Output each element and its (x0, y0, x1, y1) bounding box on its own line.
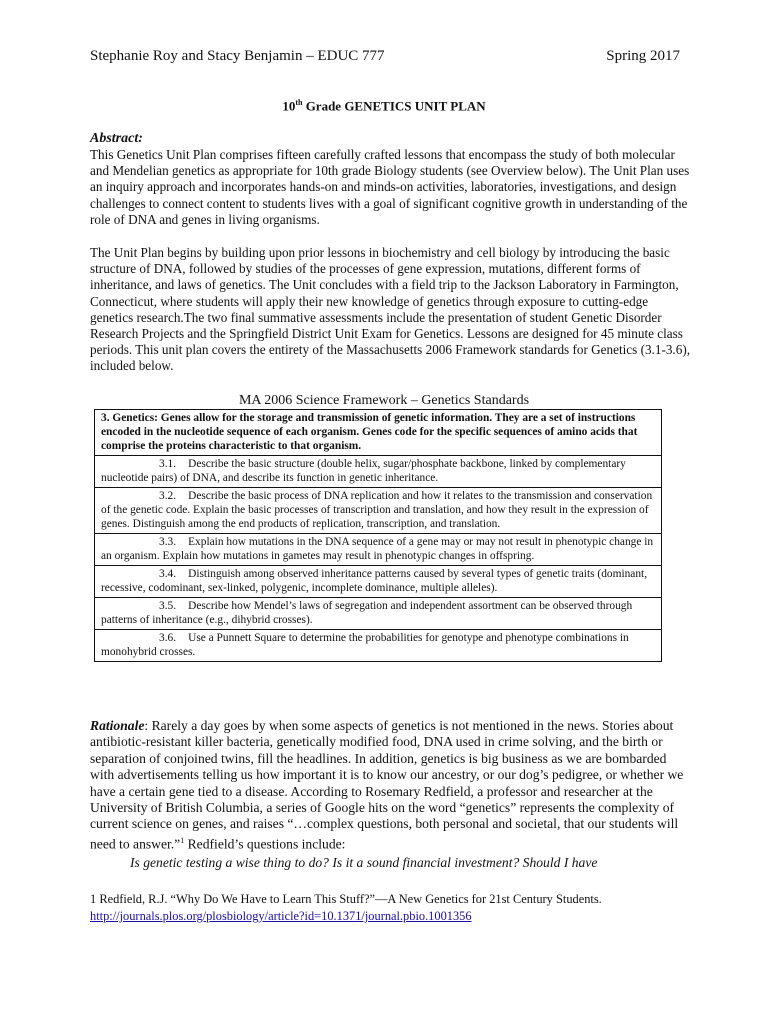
standard-row (95, 566, 662, 598)
footnote-text: Redfield, R.J. “Why Do We Have to Learn This Stuff?”—A New Genetics for 21st Century Students. (99, 892, 602, 906)
standard-number: 3.6. (159, 632, 177, 644)
standard-row (95, 598, 662, 630)
redfield-question: Is genetic testing a wise thing to do? Is it a sound financial investment? Should I have (130, 855, 598, 870)
abstract-label: Abstract (90, 131, 139, 146)
footnote-reference[interactable]: 1 (180, 835, 185, 845)
title-text: Grade GENETICS UNIT PLAN (302, 98, 486, 114)
abstract-paragraph-1: This Genetics Unit Plan comprises fifteen carefully crafted lessons that encompass the study of both molecular and Mendelian genetics as appropriate for 10th grade Biology students (see Overview below). The Unit Plan uses an inquiry approach and incorporates hands-on and minds-on activities, laboratories, investigations, and design challenges to connect content to students lives with a goal of significant cognitive growth in understanding of the role of DNA and genes in living organisms. (90, 147, 690, 227)
standard-number: 3.1. (159, 458, 177, 470)
abstract-colon: : (138, 131, 143, 146)
abstract-heading (90, 131, 143, 147)
standard-text: Describe the basic process of DNA replication and how it relates to the transmission and conservation of the genetic code. Explain the basic processes of transcription and translation, and how they result in the expression of genes. Distinguish among the end products of replication, transcription, and translation. (101, 490, 653, 530)
standard-text: Use a Punnett Square to determine the probabilities for genotype and phenotype combinations in monohybrid crosses. (101, 632, 629, 658)
standards-table-caption: MA 2006 Science Framework – Genetics Standards (238, 393, 530, 408)
standard-number: 3.3. (159, 536, 177, 548)
title-grade-suffix: th (295, 98, 303, 107)
footnote (90, 891, 690, 925)
abstract-paragraph-2: The Unit Plan begins by building upon prior lessons in biochemistry and cell biology by introducing the basic structure of DNA, followed by studies of the processes of gene expression, mutations, different forms of inheritance, and laws of genetics. The Unit concludes with a field trip to the Jackson Laboratory in Farmington, Connecticut, where students will apply their new knowledge of genetics through exposure to cutting-edge genetics research.The two final summative assessments include the presentation of student Genetic Disorder Research Projects and the Springfield District Unit Exam for Genetics. Lessons are designed for 45 minute class periods. This unit plan covers the entirety of the Massachusetts 2006 Framework standards for Genetics (3.1-3.6), included below. (90, 245, 691, 374)
standard-text: Describe the basic structure (double helix, sugar/phosphate backbone, linked by complementary nucleotide pairs) of DNA, and describe its function in genetic inheritance. (101, 458, 626, 484)
standard-row (95, 534, 662, 566)
standard-row (95, 488, 662, 534)
rationale-text-end: Redfield’s questions include: (184, 836, 346, 852)
standard-text: Describe how Mendel’s laws of segregation and independent assortment can be observed through patterns of inheritance (e.g., dihybrid crosses). (101, 600, 633, 626)
footnote-link[interactable]: http://journals.plos.org/plosbiology/article?id=10.1371/journal.pbio.1001356 (90, 909, 472, 923)
rationale-label: Rationale (90, 718, 145, 733)
rationale-text: : Rarely a day goes by when some aspects of genetics is not mentioned in the news. Stories about antibiotic-resistant killer bacteria, genetically modified food, DNA used in crime solving, and the birth or separation of conjoined twins, fill the headlines. In addition, genetics is big business as we are bombarded with advertisements telling us how important it is to know our ancestry, or our dog’s pedigree, or whether we have a certain gene tied to a disease. According to Rosemary Redfield, a professor and researcher at the University of British Columbia, a series of Google hits on the word “genetics” represents the complexity of current science on genes, and raises “…complex questions, both personal and societal, that our students will need to answer.” (90, 718, 684, 852)
standard-number: 3.2. (159, 490, 177, 502)
standard-text: Explain how mutations in the DNA sequence of a gene may or may not result in phenotypic change in an organism. Explain how mutations in gametes may result in phenotypic changes in offspring. (101, 536, 654, 562)
title-grade-number: 10 (282, 98, 296, 114)
standard-text: Distinguish among observed inheritance patterns caused by several types of genetic traits (dominant, recessive, codominant, sex-linked, polygenic, incomplete dominance, multiple alleles). (101, 568, 648, 594)
rationale-paragraph (90, 718, 690, 853)
header-term: Spring 2017 (606, 48, 680, 64)
header-authors: Stephanie Roy and Stacy Benjamin – EDUC 777 (90, 48, 385, 64)
standard-number: 3.4. (159, 568, 177, 580)
standard-row (95, 456, 662, 488)
standards-table (94, 409, 662, 662)
standards-header-cell: 3. Genetics: Genes allow for the storage and transmission of genetic information. They are a set of instructions encoded in the nucleotide sequence of each organism. Genes code for the specific sequences of amino acids that comprise the proteins characteristic to that organism. (95, 410, 662, 456)
standard-row (95, 630, 662, 662)
page-header (90, 48, 680, 65)
standards-header-row (95, 410, 662, 456)
document-title (0, 98, 768, 114)
standard-number: 3.5. (159, 600, 177, 612)
footnote-citation (90, 891, 690, 908)
footnote-number: 1 (90, 892, 97, 906)
